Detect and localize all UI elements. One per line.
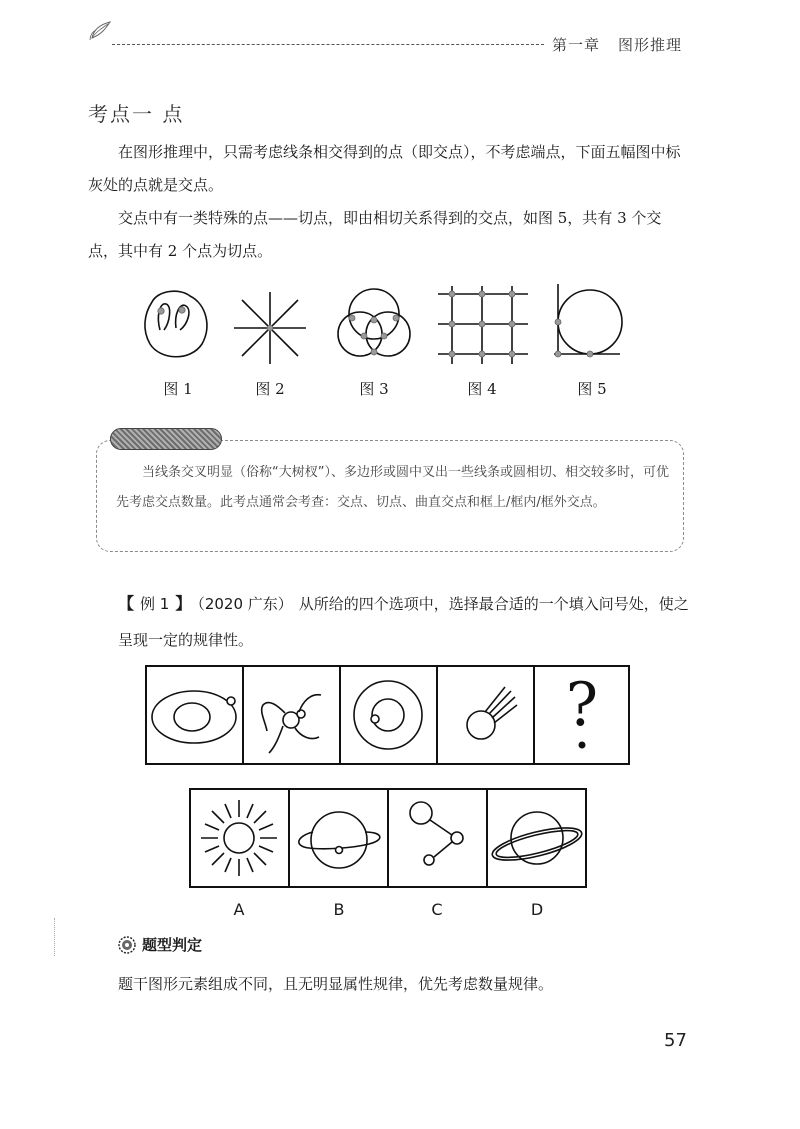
chapter-label: 第一章	[552, 36, 601, 54]
intro-paragraph: 在图形推理中，只需考虑线条相交得到的点（即交点），不考虑端点，下面五幅图中标灰处的点就是交点。	[88, 143, 681, 194]
option-b-label[interactable]: B	[333, 900, 345, 919]
section-label: 图形推理	[618, 36, 683, 54]
question-figures	[145, 665, 630, 765]
leaf-ornament-icon	[88, 18, 114, 42]
type-judgement-text: 题干图形元素组成不同，且无明显属性规律，优先考虑数量规律。	[118, 975, 554, 993]
example-source: （2020 广东）	[197, 595, 293, 613]
intersection-figures	[130, 282, 630, 372]
example-label: 例 1	[140, 595, 170, 613]
question-cell-3	[354, 681, 422, 749]
question-cell-2	[262, 695, 321, 753]
option-figures	[189, 788, 587, 888]
question-mark: ?	[565, 670, 599, 740]
example-bracket-open: 【	[118, 594, 135, 613]
example-question	[118, 586, 693, 658]
example-bracket-close: 】	[175, 594, 192, 613]
type-judgement-heading	[118, 934, 202, 955]
caption-fig3: 图 3	[359, 380, 389, 398]
caption-fig4: 图 4	[467, 380, 497, 398]
figure-5	[554, 284, 622, 357]
question-cell-4	[467, 687, 517, 739]
page-number: 57	[664, 1030, 687, 1051]
option-d-label[interactable]: D	[530, 900, 544, 919]
figure-2	[234, 292, 306, 364]
gear-badge-icon	[118, 936, 136, 954]
margin-mark	[54, 918, 57, 956]
option-c-label[interactable]: C	[431, 900, 443, 919]
header-rule	[112, 44, 544, 45]
tip-text: 当线条交叉明显（俗称“大树杈”）、多边形或圆中叉出一些线条或圆相切、相交较多时，可优先考虑交点数量。此考点通常会考查：交点、切点、曲直交点和框上/框内/框外交点。	[116, 465, 669, 510]
question-cell-5	[566, 670, 598, 749]
figure-1	[145, 291, 207, 357]
example-text: 从所给的四个选项中，选择最合适的一个填入问号处，使之呈现一定的规律性。	[118, 595, 689, 649]
caption-fig5: 图 5	[577, 380, 607, 398]
section-title: 考点一 点	[88, 102, 185, 126]
option-labels	[189, 900, 587, 922]
option-c-figure	[410, 802, 463, 865]
question-cell-1	[152, 691, 236, 743]
tangent-paragraph: 交点中有一类特殊的点——切点，即由相切关系得到的交点，如图 5，共有 3 个交点，其中有 2 个点为切点。	[88, 209, 662, 260]
caption-fig2: 图 2	[255, 380, 285, 398]
figure-captions	[130, 378, 630, 400]
caption-fig1: 图 1	[163, 380, 193, 398]
figure-3	[338, 289, 410, 356]
type-judgement-title: 题型判定	[142, 936, 203, 954]
running-header	[552, 34, 682, 55]
tip-badge	[110, 428, 222, 450]
option-a-figure	[201, 800, 277, 876]
figure-4	[438, 286, 528, 364]
option-b-figure	[299, 812, 380, 868]
option-a-label[interactable]: A	[233, 900, 245, 919]
option-d-figure	[489, 812, 584, 867]
